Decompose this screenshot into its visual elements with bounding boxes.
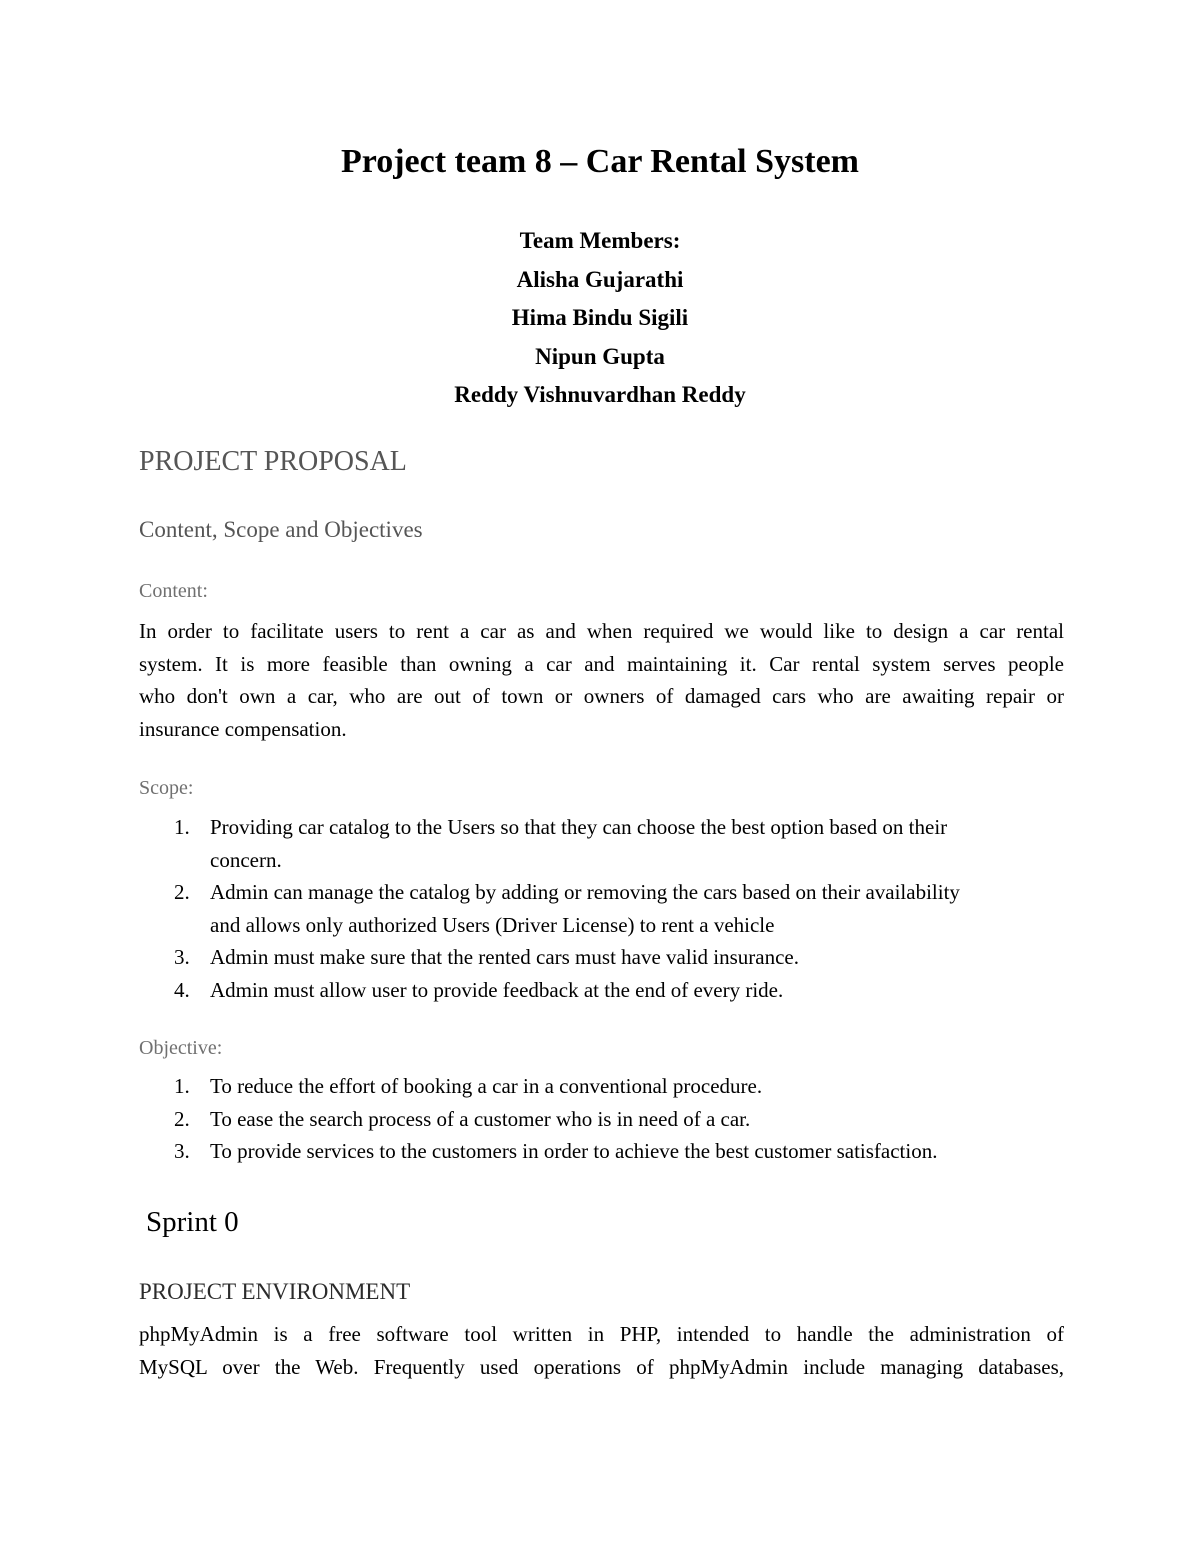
list-item bbox=[139, 974, 1064, 1007]
team-member: Reddy Vishnuvardhan Reddy bbox=[454, 382, 746, 407]
team-member: Alisha Gujarathi bbox=[516, 266, 684, 292]
objective-label: Objective: bbox=[139, 1037, 223, 1059]
list-item-text: Admin must allow user to provide feedback at the end of every ride. bbox=[210, 977, 784, 1002]
content-line: system. It is more feasible than owning a car and maintaining it. Car rental system serves people bbox=[139, 651, 1064, 676]
list-item bbox=[139, 1103, 1064, 1136]
list-number: 2. bbox=[174, 1106, 190, 1131]
content-paragraph bbox=[139, 615, 1064, 745]
list-item-text: Providing car catalog to the Users so that they can choose the best option based on their bbox=[210, 815, 948, 839]
team-member: Hima Bindu Sigili bbox=[511, 305, 689, 330]
list-item-text: To ease the search process of a customer who is in need of a car. bbox=[210, 1106, 751, 1131]
list-item bbox=[139, 1070, 1064, 1103]
content-line: who don't own a car, who are out of town or owners of damaged cars who are awaiting repair or bbox=[139, 684, 1064, 708]
scope-label: Scope: bbox=[139, 777, 194, 799]
objective-list bbox=[139, 1070, 1064, 1168]
team-member: Nipun Gupta bbox=[535, 343, 665, 369]
list-item-text: Admin can manage the catalog by adding or removing the cars based on their availability bbox=[210, 880, 960, 904]
content-line: insurance compensation. bbox=[139, 716, 347, 741]
list-number: 1. bbox=[174, 1074, 190, 1098]
environment-line: phpMyAdmin is a free software tool written in PHP, intended to handle the administration of bbox=[139, 1322, 1064, 1346]
list-item bbox=[139, 941, 1064, 974]
list-item bbox=[139, 811, 1064, 876]
list-item-text: To reduce the effort of booking a car in a conventional procedure. bbox=[210, 1074, 763, 1098]
sprint-heading: Sprint 0 bbox=[146, 1206, 239, 1238]
list-item-text: Admin must make sure that the rented cars must have valid insurance. bbox=[210, 945, 799, 969]
list-number: 3. bbox=[174, 945, 190, 969]
team-members-block bbox=[0, 222, 1200, 415]
content-line: In order to facilitate users to rent a car as and when required we would like to design a car rental bbox=[139, 619, 1064, 643]
list-item-text: and allows only authorized Users (Driver License) to rent a vehicle bbox=[210, 912, 775, 937]
list-number: 1. bbox=[174, 815, 190, 839]
list-item-text: To provide services to the customers in order to achieve the best customer satisfaction. bbox=[210, 1139, 938, 1163]
project-environment-heading: PROJECT ENVIRONMENT bbox=[139, 1279, 411, 1304]
environment-paragraph bbox=[139, 1318, 1064, 1383]
content-label: Content: bbox=[139, 580, 208, 602]
list-item bbox=[139, 1135, 1064, 1168]
list-number: 4. bbox=[174, 977, 190, 1002]
environment-line: MySQL over the Web. Frequently used operations of phpMyAdmin include managing databases, bbox=[139, 1354, 1064, 1379]
scope-list bbox=[139, 811, 1064, 1006]
list-number: 3. bbox=[174, 1139, 190, 1163]
list-item-text: concern. bbox=[210, 847, 282, 872]
project-proposal-heading: PROJECT PROPOSAL bbox=[139, 446, 407, 477]
content-scope-objectives-heading: Content, Scope and Objectives bbox=[139, 517, 423, 542]
list-item bbox=[139, 876, 1064, 941]
team-members-heading: Team Members: bbox=[519, 228, 681, 253]
list-number: 2. bbox=[174, 880, 190, 904]
document-title: Project team 8 – Car Rental System bbox=[340, 143, 860, 180]
